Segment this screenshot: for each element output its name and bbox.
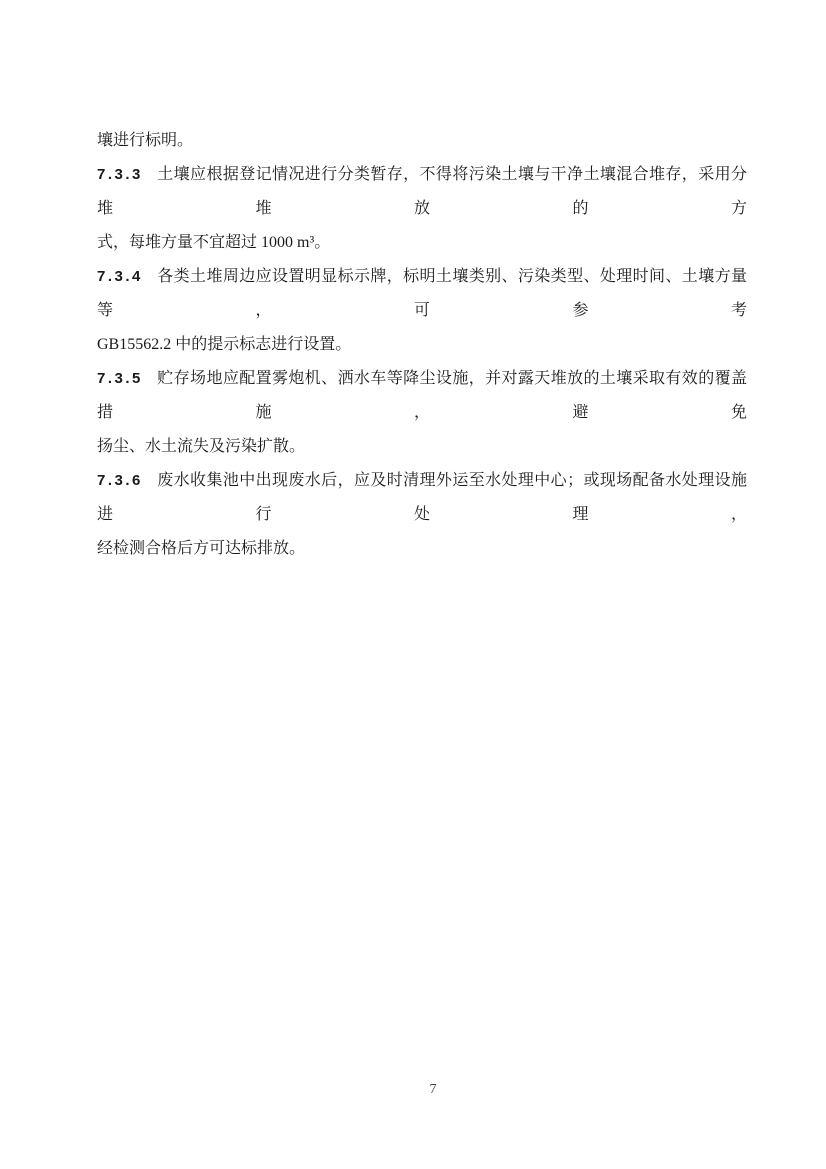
text-line [97, 532, 747, 566]
clause-number: 7.3.4 [97, 268, 143, 285]
line-text: 贮存场地应配置雾炮机、洒水车等降尘设施，并对露天堆放的土壤采取有效的覆盖措施，避免 [97, 370, 747, 421]
line-text: 式，每堆方量不宜超过 1000 m³。 [97, 234, 331, 251]
document-body [97, 124, 747, 566]
text-line-clause-7-3-3 [97, 158, 747, 226]
line-text: GB15562.2 中的提示标志进行设置。 [97, 336, 352, 353]
text-line-clause-7-3-5 [97, 362, 747, 430]
clause-number: 7.3.3 [97, 166, 143, 183]
text-line-clause-7-3-4 [97, 260, 747, 328]
page-number: 7 [429, 1082, 437, 1097]
text-line [97, 124, 747, 158]
line-text: 废水收集池中出现废水后，应及时清理外运至水处理中心；或现场配备水处理设施进行处理， [97, 472, 747, 523]
clause-number: 7.3.5 [97, 370, 143, 387]
line-text: 经检测合格后方可达标排放。 [97, 540, 306, 557]
text-line [97, 430, 747, 464]
text-line-clause-7-3-6 [97, 464, 747, 532]
text-line [97, 226, 747, 260]
line-text: 壤进行标明。 [97, 132, 194, 149]
clause-number: 7.3.6 [97, 472, 143, 489]
line-text: 各类土堆周边应设置明显标示牌，标明土壤类别、污染类型、处理时间、土壤方量等，可参考 [97, 268, 747, 319]
text-line [97, 328, 747, 362]
line-text: 土壤应根据登记情况进行分类暂存，不得将污染土壤与干净土壤混合堆存，采用分堆堆放的方 [97, 166, 747, 217]
line-text: 扬尘、水土流失及污染扩散。 [97, 438, 306, 455]
